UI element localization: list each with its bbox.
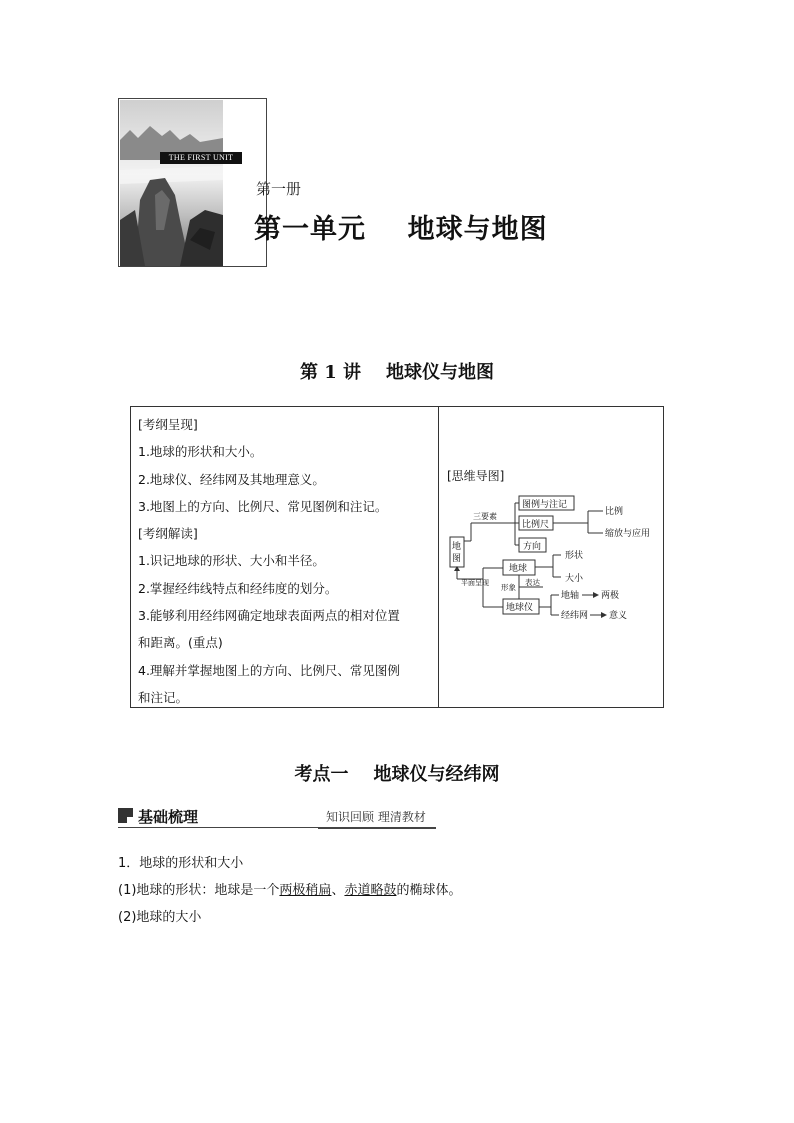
divider-accent bbox=[318, 827, 436, 829]
mm-scale-use: 缩放与应用 bbox=[605, 529, 651, 539]
outline-line: 和距离。(重点) bbox=[138, 635, 223, 651]
outline-table bbox=[130, 406, 664, 708]
text-segment: 的椭球体。 bbox=[396, 883, 462, 898]
mm-root-char: 图 bbox=[452, 554, 462, 564]
mm-poles: 两极 bbox=[601, 591, 620, 601]
mm-plane: 平面呈现 bbox=[461, 579, 489, 587]
outline-line: [考纲解读] bbox=[138, 526, 198, 542]
mm-axis: 地轴 bbox=[561, 591, 580, 601]
mm-direction: 方向 bbox=[523, 542, 542, 552]
mm-shape: 形状 bbox=[565, 551, 584, 561]
outline-line: 4.理解并掌握地图上的方向、比例尺、常见图例 bbox=[138, 662, 400, 678]
outline-line: 2.掌握经纬线特点和经纬度的划分。 bbox=[138, 580, 338, 596]
content-paragraph bbox=[118, 879, 461, 898]
book-label: 第一册 bbox=[256, 180, 302, 198]
mm-scale: 比例尺 bbox=[522, 520, 550, 530]
mind-map-diagram bbox=[443, 489, 661, 619]
outline-line: 3.能够利用经纬网确定地球表面两点的相对位置 bbox=[138, 608, 400, 624]
mm-express: 表达 bbox=[525, 578, 540, 587]
basics-header bbox=[118, 806, 436, 830]
outline-line: 3.地图上的方向、比例尺、常见图例和注记。 bbox=[138, 498, 388, 514]
unit-banner: THE FIRST UNIT bbox=[160, 152, 242, 164]
outline-line: 1.识记地球的形状、大小和半径。 bbox=[138, 553, 325, 569]
section-title: 考点一 地球仪与经纬网 bbox=[294, 764, 500, 785]
mm-scale-ratio: 比例 bbox=[605, 507, 624, 517]
mm-legend: 图例与注记 bbox=[522, 500, 568, 510]
mm-grid: 经纬网 bbox=[561, 611, 589, 619]
content-heading: 1．地球的形状和大小 bbox=[118, 856, 244, 871]
outline-line: 和注记。 bbox=[138, 689, 189, 705]
outline-line: 2.地球仪、经纬网及其地理意义。 bbox=[138, 471, 325, 487]
lesson-title: 第 1 讲 地球仪与地图 bbox=[299, 362, 495, 383]
mm-root-char: 地 bbox=[452, 542, 462, 552]
unit-title: 第一单元 地球与地图 bbox=[254, 214, 548, 245]
mm-image: 形象 bbox=[501, 583, 516, 592]
basics-title: 基础梳理 bbox=[138, 808, 199, 826]
mm-globe: 地球仪 bbox=[506, 603, 534, 613]
underlined-answer: 两极稍扁 bbox=[279, 883, 332, 898]
mm-size: 大小 bbox=[565, 574, 584, 584]
mindmap-title: [思维导图] bbox=[447, 469, 505, 483]
text-segment: (1)地球的形状：地球是一个 bbox=[118, 883, 280, 898]
square-icon bbox=[118, 808, 133, 823]
text-segment: 、 bbox=[331, 883, 345, 898]
mm-earth: 地球 bbox=[509, 564, 528, 574]
outline-list bbox=[131, 407, 439, 707]
mountain-photo bbox=[120, 100, 223, 266]
mm-meaning: 意义 bbox=[609, 611, 628, 619]
outline-line: [考纲呈现] bbox=[138, 417, 198, 432]
underlined-answer: 赤道略鼓 bbox=[344, 883, 397, 898]
mm-three-elements: 三要素 bbox=[473, 512, 497, 521]
basics-subtitle: 知识回顾 理清教材 bbox=[326, 810, 426, 824]
content-paragraph: (2)地球的大小 bbox=[118, 910, 202, 925]
outline-line: 1.地球的形状和大小。 bbox=[138, 444, 263, 460]
